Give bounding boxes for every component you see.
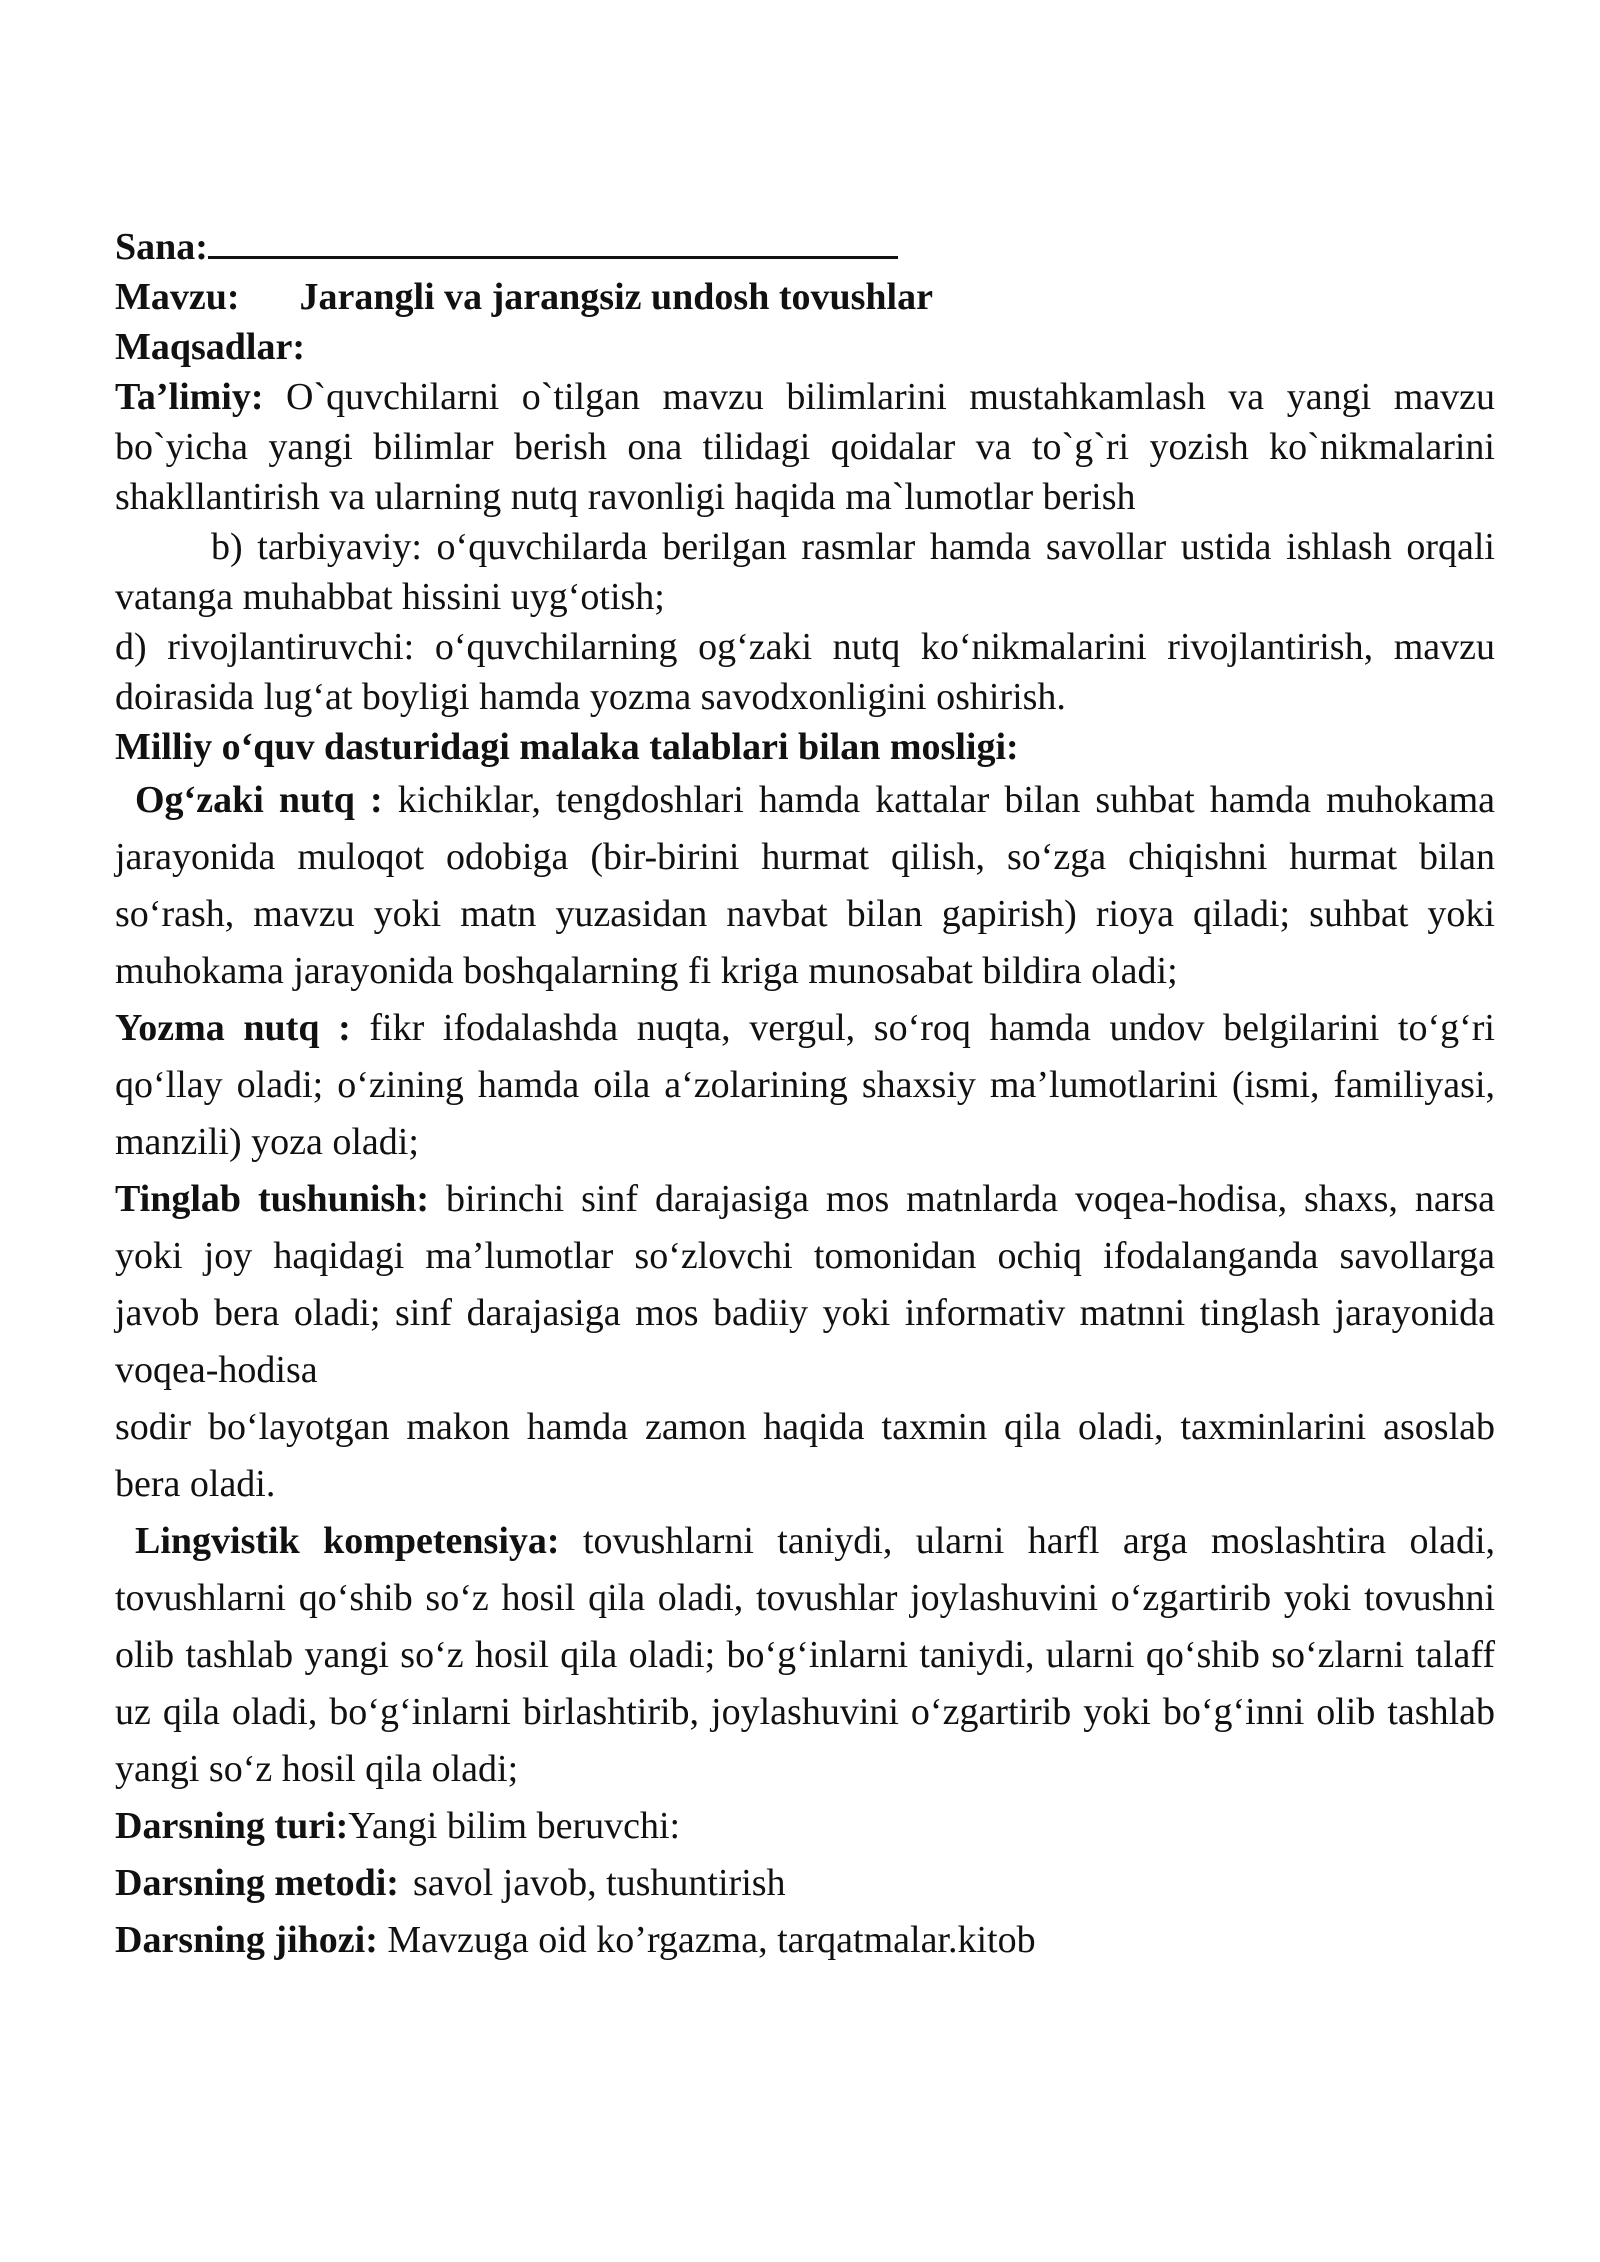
mavzu-line [115,272,1495,322]
tinglab-tushunish-label: Tinglab tushunish: [115,1178,430,1220]
darsning-turi-line [115,1798,1495,1855]
tinglab-tushunish-paragraph [115,1171,1495,1399]
sana-line [115,220,1495,272]
lesson-plan-page [115,220,1495,1969]
ogzaki-nutq-paragraph [115,772,1495,1000]
sana-label: Sana: [115,226,208,268]
yozma-nutq-paragraph [115,1000,1495,1171]
darsning-jihozi-line [115,1912,1495,1969]
darsning-metodi-value: savol javob, tushuntirish [412,1862,786,1904]
darsning-metodi-line [115,1855,1495,1912]
darsning-turi-label: Darsning turi: [115,1805,349,1847]
tinglab-tushunish-continuation: sodir bo‘layotgan makon hamda zamon haqida taxmin qila oladi, taxminlarini asoslab bera oladi. [115,1406,1495,1505]
lingvistik-kompetensiya-label: Lingvistik kompetensiya: [135,1520,560,1562]
tarbiyaviy-paragraph: b) tarbiyaviy: o‘quvchilarda berilgan rasmlar hamda savollar ustida ishlash orqali vatanga muhabbat hissini uyg‘otish; [115,526,1495,618]
maqsadlar-heading: Maqsadlar: [115,326,305,368]
talimiy-paragraph [115,372,1495,522]
ogzaki-nutq-text: kichiklar, tengdoshlari hamda kattalar bilan suhbat hamda muhokama jarayonida muloqot odobiga (bir-birini hurmat qilish, so‘zga chiqishni hurmat bilan so‘rash, mavzu yoki matn yuzasidan navbat bilan gapirish) rioya qiladi; suhbat yoki muhokama jarayonida boshqalarning fi kriga munosabat bildira oladi; [115,779,1495,992]
talimiy-label: Ta’limiy: [115,376,264,418]
darsning-jihozi-label: Darsning jihozi: [115,1919,378,1961]
ogzaki-nutq-label: Og‘zaki nutq : [135,779,383,821]
lingvistik-kompetensiya-paragraph [115,1513,1495,1798]
mavzu-label: Mavzu: [115,276,240,318]
yozma-nutq-label: Yozma nutq : [115,1007,351,1049]
rivojlantiruvchi-paragraph: d) rivojlantiruvchi: o‘quvchilarning og‘zaki nutq ko‘nikmalarini rivojlantirish, mavzu doirasida lug‘at boyligi hamda yozma savodxonligini oshirish. [115,626,1495,718]
darsning-metodi-label: Darsning metodi: [115,1862,399,1904]
darsning-turi-value: Yangi bilim beruvchi: [348,1805,681,1847]
standards-heading: Milliy o‘quv dasturidagi malaka talablari bilan mosligi: [115,726,1019,768]
darsning-jihozi-value: Mavzuga oid ko’rgazma, tarqatmalar.kitob [377,1919,1036,1961]
tinglab-tushunish-text: birinchi sinf darajasiga mos matnlarda voqea-hodisa, shaxs, narsa yoki joy haqidagi ma’lumotlar so‘zlovchi tomonidan ochiq ifodalanganda savollarga javob bera oladi; sinf darajasiga mos badiiy yoki informativ matnni tinglash jarayonida voqea-hodisa [115,1178,1496,1391]
mavzu-value: Jarangli va jarangsiz undosh tovushlar [299,276,933,318]
talimiy-text: O`quvchilarni o`tilgan mavzu bilimlarini mustahkamlash va yangi mavzu bo`yicha yangi bilimlar berish ona tilidagi qoidalar va to`g`ri yozish ko`nikmalarini shakllantirish va ularning nutq ravonligi haqida ma`lumotlar berish [115,376,1495,518]
lingvistik-kompetensiya-text: tovushlarni taniydi, ularni harfl arga moslashtira oladi, tovushlarni qo‘shib so‘z hosil qila oladi, tovushlar joylashuvini o‘zgartirib yoki tovushni olib tashlab yangi so‘z hosil qila oladi; bo‘g‘inlarni taniydi, ularni qo‘shib so‘zlarni talaff uz qila oladi, bo‘g‘inlarni birlashtirib, joylashuvini o‘zgartirib yoki bo‘g‘inni olib tashlab yangi so‘z hosil qila oladi; [115,1520,1496,1790]
sana-blank-underline [208,220,898,259]
yozma-nutq-text: fikr ifodalashda nuqta, vergul, so‘roq hamda undov belgilarini to‘g‘ri qo‘llay oladi; o‘zining hamda oila a‘zolarining shaxsiy ma’lumotlarini (ismi, familiyasi, manzili) yoza oladi; [115,1007,1495,1163]
